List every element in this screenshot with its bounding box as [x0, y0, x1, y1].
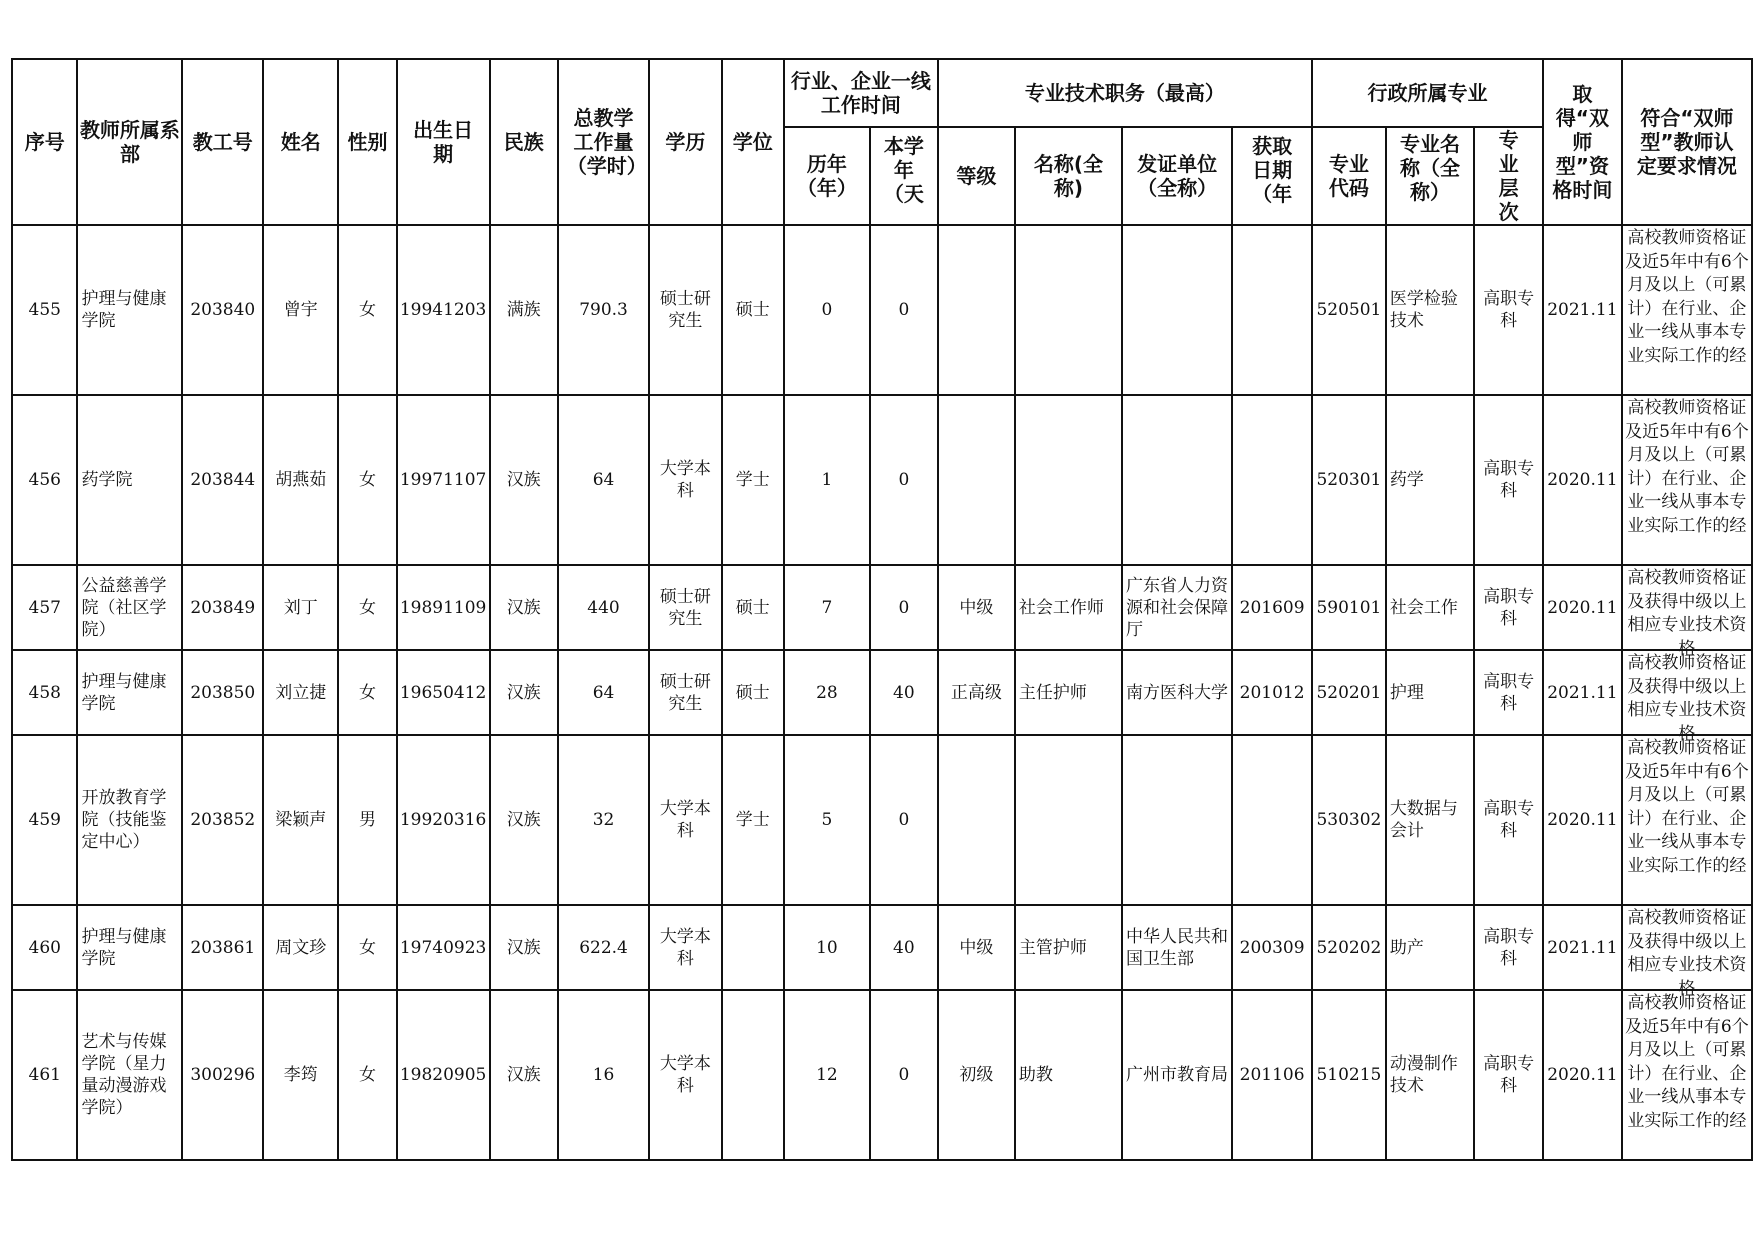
header-grade: 等级: [938, 127, 1015, 225]
cell-grade: [938, 735, 1015, 905]
cell-obtained: [1232, 735, 1312, 905]
cell-obtained: [1232, 225, 1312, 395]
cell-degree: 硕士: [722, 565, 784, 650]
cell-dept: 艺术与传媒学院（星力量动漫游戏学院）: [77, 990, 182, 1160]
cell-gender: 女: [338, 990, 396, 1160]
cell-grade: [938, 225, 1015, 395]
header-this-year: [870, 127, 938, 225]
header-this-year-text: 本学年（天: [883, 134, 924, 206]
cell-this-year: 40: [870, 650, 938, 735]
cell-degree: 硕士: [722, 650, 784, 735]
requirement-text: 高校教师资格证及近5年中有6个月及以上（可累计）在行业、企业一线从事本专业实际工作的经: [1625, 398, 1749, 536]
cell-major-code: 520301: [1312, 395, 1386, 565]
cell-qual-time: 2021.11: [1543, 225, 1622, 395]
cell-education: 大学本科: [649, 905, 721, 990]
cell-seq: 461: [12, 990, 77, 1160]
cell-major-code: 520201: [1312, 650, 1386, 735]
header-title-group: 专业技术职务（最高）: [938, 59, 1312, 127]
header-title-name: 名称(全称): [1015, 127, 1122, 225]
header-obtained: [1232, 127, 1312, 225]
cell-gender: 男: [338, 735, 396, 905]
header-major-name: [1386, 127, 1474, 225]
cell-major-level: 高职专科: [1474, 735, 1543, 905]
requirement-text: 高校教师资格证及近5年中有6个月及以上（可累计）在行业、企业一线从事本专业实际工作的经: [1625, 228, 1749, 366]
header-qual-time: 取得“双师型”资格时间: [1543, 59, 1622, 225]
cell-major-code: 590101: [1312, 565, 1386, 650]
cell-issuer: [1122, 225, 1232, 395]
header-workload: 总教学工作量（学时）: [558, 59, 649, 225]
cell-major-level: 高职专科: [1474, 905, 1543, 990]
cell-requirement: [1622, 395, 1752, 565]
cell-grade: 中级: [938, 565, 1015, 650]
cell-birth: 19740923: [397, 905, 490, 990]
cell-title-name: 社会工作师: [1015, 565, 1122, 650]
table-row: [12, 225, 1752, 395]
table-row: [12, 735, 1752, 905]
cell-grade: 正高级: [938, 650, 1015, 735]
cell-ethnicity: 汉族: [490, 565, 558, 650]
cell-name: 胡燕茹: [263, 395, 338, 565]
header-major-group: 行政所属专业: [1312, 59, 1543, 127]
header-ethnicity: 民族: [490, 59, 558, 225]
cell-requirement: [1622, 905, 1752, 999]
cell-birth: 19941203: [397, 225, 490, 395]
cell-ethnicity: 汉族: [490, 905, 558, 990]
cell-grade: [938, 395, 1015, 565]
cell-seq: 459: [12, 735, 77, 905]
cell-education: 硕士研究生: [649, 565, 721, 650]
cell-gender: 女: [338, 650, 396, 735]
cell-staff-no: 203850: [182, 650, 263, 735]
table-row: [12, 565, 1752, 650]
cell-name: 刘立捷: [263, 650, 338, 735]
cell-major-name: 护理: [1386, 650, 1474, 735]
cell-birth: 19650412: [397, 650, 490, 735]
cell-seq: 457: [12, 565, 77, 650]
cell-dept: 药学院: [77, 395, 182, 565]
cell-workload: 622.4: [558, 905, 649, 990]
cell-seq: 456: [12, 395, 77, 565]
requirement-text: 高校教师资格证及获得中级以上相应专业技术资格: [1627, 568, 1747, 659]
cell-major-name: 大数据与会计: [1386, 735, 1474, 905]
cell-major-level: 高职专科: [1474, 650, 1543, 735]
cell-seq: 458: [12, 650, 77, 735]
header-seq: 序号: [12, 59, 77, 225]
cell-staff-no: 203861: [182, 905, 263, 990]
cell-issuer: 南方医科大学: [1122, 650, 1232, 735]
cell-major-name: 医学检验技术: [1386, 225, 1474, 395]
cell-major-level: 高职专科: [1474, 565, 1543, 650]
cell-obtained: [1232, 395, 1312, 565]
cell-ethnicity: 满族: [490, 225, 558, 395]
cell-major-level: 高职专科: [1474, 225, 1543, 395]
cell-qual-time: 2021.11: [1543, 905, 1622, 990]
requirement-text: 高校教师资格证及获得中级以上相应专业技术资格: [1627, 653, 1747, 744]
cell-years: 1: [784, 395, 870, 565]
table-row: [12, 650, 1752, 735]
cell-education: 硕士研究生: [649, 225, 721, 395]
cell-title-name: [1015, 395, 1122, 565]
cell-staff-no: 300296: [182, 990, 263, 1160]
header-dept: 教师所属系部: [77, 59, 182, 225]
cell-years: 28: [784, 650, 870, 735]
cell-degree: 学士: [722, 735, 784, 905]
cell-staff-no: 203840: [182, 225, 263, 395]
cell-seq: 460: [12, 905, 77, 990]
table-row: [12, 990, 1752, 1160]
cell-grade: 中级: [938, 905, 1015, 990]
cell-this-year: 0: [870, 565, 938, 650]
cell-major-name: 动漫制作技术: [1386, 990, 1474, 1160]
requirement-text: 高校教师资格证及近5年中有6个月及以上（可累计）在行业、企业一线从事本专业实际工作的经: [1625, 993, 1749, 1131]
cell-education: 硕士研究生: [649, 650, 721, 735]
cell-obtained: 201106: [1232, 990, 1312, 1160]
cell-name: 曾宇: [263, 225, 338, 395]
cell-qual-time: 2020.11: [1543, 565, 1622, 650]
cell-workload: 32: [558, 735, 649, 905]
cell-dept: 护理与健康学院: [77, 905, 182, 990]
table-body: [12, 225, 1752, 1160]
cell-ethnicity: 汉族: [490, 650, 558, 735]
cell-issuer: 中华人民共和国卫生部: [1122, 905, 1232, 990]
cell-staff-no: 203849: [182, 565, 263, 650]
header-birth: 出生日期: [397, 59, 490, 225]
cell-gender: 女: [338, 905, 396, 990]
cell-obtained: 201012: [1232, 650, 1312, 735]
cell-issuer: 广州市教育局: [1122, 990, 1232, 1160]
cell-gender: 女: [338, 395, 396, 565]
cell-dept: 护理与健康学院: [77, 650, 182, 735]
table-row: [12, 905, 1752, 990]
cell-this-year: 0: [870, 735, 938, 905]
cell-workload: 64: [558, 650, 649, 735]
cell-major-level: 高职专科: [1474, 990, 1543, 1160]
cell-years: 5: [784, 735, 870, 905]
header-education: 学历: [649, 59, 721, 225]
cell-qual-time: 2020.11: [1543, 990, 1622, 1160]
cell-name: 李筠: [263, 990, 338, 1160]
cell-years: 7: [784, 565, 870, 650]
cell-birth: 19891109: [397, 565, 490, 650]
cell-gender: 女: [338, 565, 396, 650]
cell-birth: 19971107: [397, 395, 490, 565]
cell-grade: 初级: [938, 990, 1015, 1160]
cell-birth: 19920316: [397, 735, 490, 905]
cell-qual-time: 2020.11: [1543, 395, 1622, 565]
cell-name: 刘丁: [263, 565, 338, 650]
cell-major-name: 助产: [1386, 905, 1474, 990]
cell-requirement: [1622, 650, 1752, 744]
cell-ethnicity: 汉族: [490, 395, 558, 565]
header-major-name-text: 专业名称（全称）: [1400, 132, 1461, 204]
cell-staff-no: 203844: [182, 395, 263, 565]
cell-issuer: [1122, 395, 1232, 565]
header-industry-group: 行业、企业一线工作时间: [784, 59, 938, 127]
cell-major-code: 510215: [1312, 990, 1386, 1160]
cell-education: 大学本科: [649, 735, 721, 905]
header-name: 姓名: [263, 59, 338, 225]
requirement-text: 高校教师资格证及近5年中有6个月及以上（可累计）在行业、企业一线从事本专业实际工作的经: [1625, 738, 1749, 876]
cell-requirement: [1622, 735, 1752, 905]
cell-major-name: 药学: [1386, 395, 1474, 565]
cell-major-code: 520501: [1312, 225, 1386, 395]
cell-obtained: 201609: [1232, 565, 1312, 650]
cell-degree: [722, 990, 784, 1160]
cell-dept: 公益慈善学院（社区学院）: [77, 565, 182, 650]
cell-major-level: 高职专科: [1474, 395, 1543, 565]
table-row: [12, 395, 1752, 565]
cell-workload: 440: [558, 565, 649, 650]
cell-major-name: 社会工作: [1386, 565, 1474, 650]
cell-ethnicity: 汉族: [490, 735, 558, 905]
cell-title-name: 主任护师: [1015, 650, 1122, 735]
requirement-text: 高校教师资格证及获得中级以上相应专业技术资格: [1627, 908, 1747, 999]
cell-title-name: 助教: [1015, 990, 1122, 1160]
cell-years: 0: [784, 225, 870, 395]
cell-dept: 开放教育学院（技能鉴定中心）: [77, 735, 182, 905]
header-years: 历年（年）: [784, 127, 870, 225]
cell-title-name: [1015, 225, 1122, 395]
cell-dept: 护理与健康学院: [77, 225, 182, 395]
cell-requirement: [1622, 565, 1752, 659]
cell-major-code: 520202: [1312, 905, 1386, 990]
header-gender: 性别: [338, 59, 396, 225]
cell-requirement: [1622, 225, 1752, 395]
cell-seq: 455: [12, 225, 77, 395]
cell-gender: 女: [338, 225, 396, 395]
header-major-level: 专业层次: [1474, 127, 1543, 225]
cell-workload: 16: [558, 990, 649, 1160]
cell-workload: 790.3: [558, 225, 649, 395]
cell-workload: 64: [558, 395, 649, 565]
cell-education: 大学本科: [649, 990, 721, 1160]
cell-this-year: 0: [870, 990, 938, 1160]
cell-years: 10: [784, 905, 870, 990]
cell-birth: 19820905: [397, 990, 490, 1160]
cell-title-name: [1015, 735, 1122, 905]
cell-qual-time: 2021.11: [1543, 650, 1622, 735]
cell-name: 周文珍: [263, 905, 338, 990]
header-issuer: 发证单位（全称）: [1122, 127, 1232, 225]
cell-degree: 硕士: [722, 225, 784, 395]
table-header: [12, 59, 1752, 225]
teacher-table: [11, 58, 1753, 1161]
cell-this-year: 0: [870, 395, 938, 565]
cell-years: 12: [784, 990, 870, 1160]
cell-degree: 学士: [722, 395, 784, 565]
header-staff-no: 教工号: [182, 59, 263, 225]
cell-degree: [722, 905, 784, 990]
cell-requirement: [1622, 990, 1752, 1160]
cell-education: 大学本科: [649, 395, 721, 565]
cell-staff-no: 203852: [182, 735, 263, 905]
header-obtained-text: 获取日期（年: [1252, 134, 1293, 206]
cell-major-code: 530302: [1312, 735, 1386, 905]
cell-issuer: [1122, 735, 1232, 905]
cell-this-year: 0: [870, 225, 938, 395]
cell-title-name: 主管护师: [1015, 905, 1122, 990]
cell-obtained: 200309: [1232, 905, 1312, 990]
cell-issuer: 广东省人力资源和社会保障厅: [1122, 565, 1232, 650]
header-degree: 学位: [722, 59, 784, 225]
cell-this-year: 40: [870, 905, 938, 990]
cell-ethnicity: 汉族: [490, 990, 558, 1160]
cell-qual-time: 2020.11: [1543, 735, 1622, 905]
header-requirement: 符合“双师型”教师认定要求情况: [1622, 59, 1752, 225]
header-major-code: 专业代码: [1312, 127, 1386, 225]
cell-name: 梁颖声: [263, 735, 338, 905]
